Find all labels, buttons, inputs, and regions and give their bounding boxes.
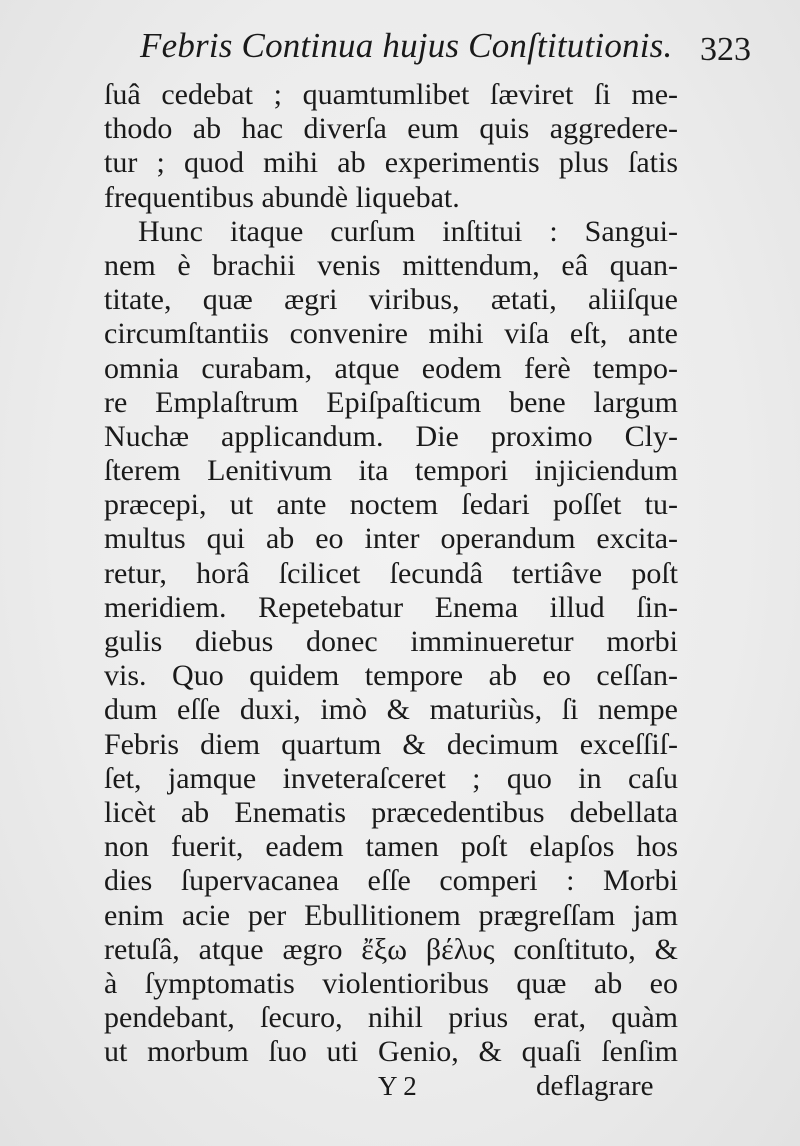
text-line: ut morbum ſuo uti Genio, & quaſi ſenſim [104,1035,678,1069]
body-text [104,78,678,1069]
text-line: titate, quæ ægri viribus, ætati, aliiſque [104,283,678,317]
text-line: ſuâ cedebat ; quamtumlibet ſæviret ſi me- [104,78,678,111]
text-line: vis. Quo quidem tempore ab eo ceſſan- [104,659,678,693]
text-line: pendebant, ſecuro, nihil prius erat, quàm [104,1001,678,1035]
catchword: deflagrare [536,1070,654,1102]
running-head: Febris Continua hujus Conſtitutionis. [140,26,673,65]
text-line: retuſâ, atque ægro ἔξω βέλυς conſtituto, & [104,932,678,966]
text-line: ſet, jamque inveteraſceret ; quo in caſu [104,761,678,795]
text-line: dies ſupervacanea eſſe comperi : Morbi [104,864,678,898]
text-line: ſterem Lenitivum ita tempori injiciendum [104,454,678,488]
text-line: meridiem. Repetebatur Enema illud ſin- [104,590,678,624]
text-line: nem è brachii venis mittendum, eâ quan- [104,248,678,282]
text-line: circumſtantiis convenire mihi viſa eſt, ante [104,317,678,351]
text-line: enim acie per Ebullitionem prægreſſam jam [104,898,678,932]
text-line: gulis diebus donec imminueretur morbi [104,625,678,658]
text-line: Febris diem quartum & decimum exceſſiſ- [104,727,678,761]
signature-mark: Y 2 [378,1071,417,1101]
text-line: Hunc itaque curſum inſtitui : Sangui- [138,214,678,248]
text-line: Nuchæ applicandum. Die proximo Cly- [104,419,678,453]
text-line: multus qui ab eo inter operandum excita- [104,522,678,556]
text-line: retur, horâ ſcilicet ſecundâ tertiâve poſt [104,556,678,590]
text-line: thodo ab hac diverſa eum quis aggredere- [104,112,678,146]
text-line: non fuerit, eadem tamen poſt elapſos hos [104,830,678,864]
page-number: 323 [700,31,751,68]
text-line: à ſymptomatis violentioribus quæ ab eo [104,966,678,1000]
text-line: tur ; quod mihi ab experimentis plus ſatis [104,146,678,180]
text-line: dum eſſe duxi, imò & maturiùs, ſi nempe [104,693,678,727]
text-line: re Emplaſtrum Epiſpaſticum bene largum [104,385,678,419]
text-line: frequentibus abundè liquebat. [104,180,460,214]
text-line: licèt ab Enematis præcedentibus debellata [104,795,678,829]
text-line: præcepi, ut ante noctem ſedari poſſet tu- [104,488,678,522]
text-line: omnia curabam, atque eodem ferè tempo- [104,351,678,385]
